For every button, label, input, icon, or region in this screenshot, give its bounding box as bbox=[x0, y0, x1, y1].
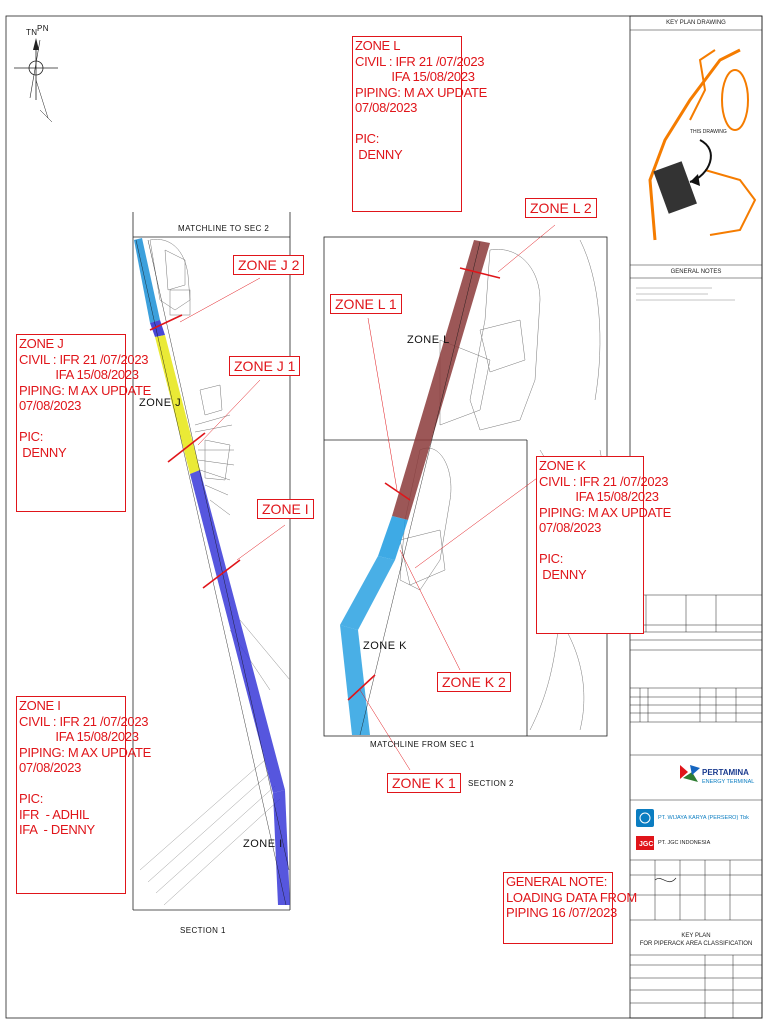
section1-label: SECTION 1 bbox=[180, 926, 226, 935]
zone-tag-l1: ZONE L 1 bbox=[330, 294, 402, 314]
area-label-zone-j: ZONE J bbox=[139, 397, 182, 409]
area-label-zone-l: ZONE L bbox=[407, 334, 450, 346]
key-plan-header: KEY PLAN DRAWING bbox=[666, 20, 726, 26]
zone-tag-j1: ZONE J 1 bbox=[229, 356, 300, 376]
general-notes-lines bbox=[630, 278, 762, 300]
svg-text:THIS DRAWING: THIS DRAWING bbox=[690, 129, 727, 135]
section2-label: SECTION 2 bbox=[468, 779, 514, 788]
north-pn-label: PN bbox=[37, 24, 49, 33]
note-zone-l: ZONE L CIVIL : IFR 21 /07/2023 IFA 15/08/2023 PIPING: M AX UPDATE 07/08/2023 PIC: DENNY bbox=[352, 36, 462, 212]
svg-text:JGC: JGC bbox=[639, 841, 654, 848]
area-label-zone-k: ZONE K bbox=[363, 640, 407, 652]
note-zone-i: ZONE I CIVIL : IFR 21 /07/2023 IFA 15/08/2023 PIPING: M AX UPDATE 07/08/2023 PIC: IFR - ADHIL IFA - DENNY bbox=[16, 696, 126, 894]
drawing-title-line1: KEY PLAN bbox=[681, 933, 711, 939]
north-arrow-icon bbox=[14, 38, 58, 122]
zone-tag-k2: ZONE K 2 bbox=[437, 672, 511, 692]
zone-tag-l2: ZONE L 2 bbox=[525, 198, 597, 218]
north-tn-label: TN bbox=[26, 28, 38, 37]
section2-zone-cuts bbox=[348, 268, 500, 700]
signature-mark bbox=[655, 878, 676, 882]
zone-tag-k1: ZONE K 1 bbox=[387, 773, 461, 793]
title-block-grid bbox=[630, 595, 762, 1018]
zone-tag-i: ZONE I bbox=[257, 499, 314, 519]
area-label-zone-i: ZONE I bbox=[243, 838, 283, 850]
jgc-name: PT. JGC INDONESIA bbox=[658, 840, 711, 846]
section1-pipe-rack bbox=[134, 238, 290, 905]
note-zone-j: ZONE J CIVIL : IFR 21 /07/2023 IFA 15/08/2023 PIPING: M AX UPDATE 07/08/2023 PIC: DENNY bbox=[16, 334, 126, 512]
wika-logo-icon bbox=[636, 809, 654, 827]
matchline-top-label: MATCHLINE TO SEC 2 bbox=[178, 224, 270, 233]
drawing-title-line2: FOR PIPERACK AREA CLASSIFICATION bbox=[639, 941, 753, 947]
note-zone-k: ZONE K CIVIL : IFR 21 /07/2023 IFA 15/08/2023 PIPING: M AX UPDATE 07/08/2023 PIC: DENNY bbox=[536, 456, 644, 634]
matchline-bottom-label: MATCHLINE FROM SEC 1 bbox=[370, 740, 475, 749]
energy-terminal-name: ENERGY TERMINAL bbox=[702, 779, 755, 785]
key-plan-drawing bbox=[630, 30, 762, 265]
pertamina-logo-icon bbox=[680, 765, 700, 782]
pertamina-name: PERTAMINA bbox=[702, 768, 749, 777]
note-general: GENERAL NOTE: LOADING DATA FROM PIPING 16 /07/2023 bbox=[503, 872, 613, 944]
jgc-logo-icon bbox=[636, 836, 654, 850]
wika-name: PT. WIJAYA KARYA (PERSERO) Tbk bbox=[658, 815, 749, 821]
general-notes-header: GENERAL NOTES bbox=[670, 269, 722, 275]
zone-tag-j2: ZONE J 2 bbox=[233, 255, 304, 275]
section2-pipe-rack bbox=[340, 240, 490, 735]
